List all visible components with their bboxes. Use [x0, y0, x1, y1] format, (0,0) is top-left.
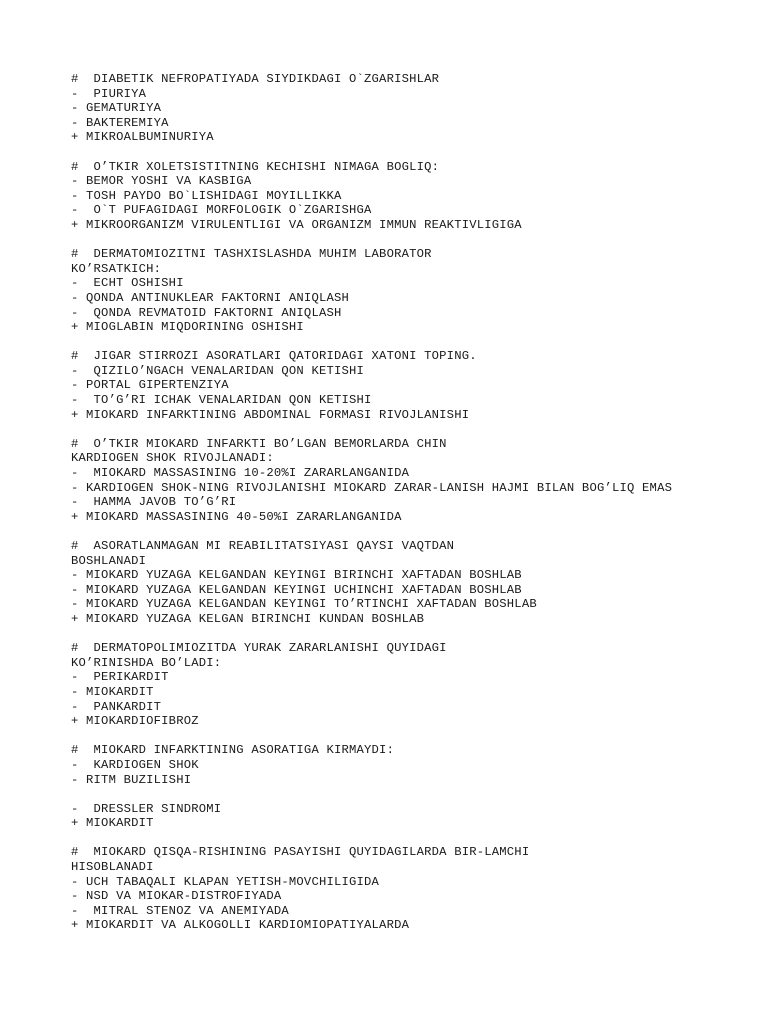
question-header: # ASORATLANMAGAN MI REABILITATSIYASI QAYSI VAQTDAN: [71, 539, 455, 553]
question-block: [71, 160, 751, 233]
question-block: [71, 743, 751, 831]
answer-option: - NSD VA MIOKAR-DISTROFIYADA: [71, 889, 282, 904]
answer-option: - MIOKARD YUZAGA KELGANDAN KEYINGI UCHINCHI XAFTADAN BOSHLAB: [71, 582, 522, 597]
question-header-continuation: KO’RSATKICH:: [71, 261, 162, 276]
answer-option: - O`T PUFAGIDAGI MORFOLOGIK O`ZGARISHGA: [71, 203, 372, 218]
answer-option: - MIOKARD YUZAGA KELGANDAN KEYINGI BIRINCHI XAFTADAN BOSHLAB: [71, 568, 522, 583]
answer-option: - BAKTEREMIYA: [71, 115, 169, 130]
question-header-continuation: BOSHLANADI: [71, 553, 147, 568]
question-header: # MIOKARD INFARKTINING ASORATIGA KIRMAYDI:: [71, 743, 395, 758]
question-block: [71, 247, 751, 335]
question-block: [71, 845, 751, 933]
correct-answer-option: + MIOKARD INFARKTINING ABDOMINAL FORMASI RIVOJLANISHI: [71, 407, 470, 422]
answer-option: - KARDIOGEN SHOK-NING RIVOJLANISHI MIOKARD ZARAR-LANISH HAJMI BILAN BOG’LIQ EMAS: [71, 480, 673, 495]
question-header: # DERMATOMIOZITNI TASHXISLASHDA MUHIM LABORATOR: [71, 247, 432, 262]
answer-option: - QIZILO’NGACH VENALARIDAN QON KETISHI: [71, 363, 365, 378]
answer-option: - RITM BUZILISHI: [71, 772, 192, 787]
answer-option: - GEMATURIYA: [71, 101, 162, 116]
answer-option: - PANKARDIT: [71, 699, 162, 714]
correct-answer-option: + MIOKARDIOFIBROZ: [71, 714, 199, 729]
answer-option: - QONDA REVMATOID FAKTORNI ANIQLASH: [71, 305, 342, 320]
answer-option: - MIOKARD MASSASINING 10-20%I ZARARLANGANIDA: [71, 466, 410, 481]
question-block: [71, 72, 751, 145]
correct-answer-option: + MIOKARD YUZAGA KELGAN BIRINCHI KUNDAN BOSHLAB: [71, 611, 425, 626]
answer-option: - UCH TABAQALI KLAPAN YETISH-MOVCHILIGIDA: [71, 874, 380, 889]
correct-answer-option: + MIOKARD MASSASINING 40-50%I ZARARLANGANIDA: [71, 509, 402, 524]
answer-option: - MIOKARDIT: [71, 684, 154, 699]
answer-option: - PIURIYA: [71, 86, 147, 101]
correct-answer-option: + MIOGLABIN MIQDORINING OSHISHI: [71, 320, 304, 335]
question-block: [71, 437, 751, 525]
answer-option: - KARDIOGEN SHOK: [71, 757, 199, 772]
question-header: # DIABETIK NEFROPATIYADA SIYDIKDAGI O`ZGARISHLAR: [71, 72, 440, 86]
blank-line: [71, 787, 751, 802]
answer-option: - DRESSLER SINDROMI: [71, 801, 222, 816]
question-header-continuation: HISOBLANADI: [71, 860, 154, 875]
correct-answer-option: + MIOKARDIT VA ALKOGOLLI KARDIOMIOPATIYALARDA: [71, 918, 410, 933]
correct-answer-option: + MIKROORGANIZM VIRULENTLIGI VA ORGANIZM IMMUN REAKTIVLIGIGA: [71, 217, 522, 232]
document-page: [71, 72, 751, 948]
answer-option: - TOSH PAYDO BO`LISHIDAGI MOYILLIKKA: [71, 188, 342, 203]
question-header: # O’TKIR XOLETSISTITNING KECHISHI NIMAGA BOGLIQ:: [71, 159, 440, 174]
answer-option: - HAMMA JAVOB TO’G’RI: [71, 495, 237, 510]
question-header-continuation: KO’RINISHDA BO’LADI:: [71, 655, 222, 670]
answer-option: - MIOKARD YUZAGA KELGANDAN KEYINGI TO’RTINCHI XAFTADAN BOSHLAB: [71, 597, 537, 612]
answer-option: - PORTAL GIPERTENZIYA: [71, 378, 229, 393]
correct-answer-option: + MIKROALBUMINURIYA: [71, 130, 214, 145]
answer-option: - TO’G’RI ICHAK VENALARIDAN QON KETISHI: [71, 393, 372, 408]
question-header: # MIOKARD QISQA-RISHINING PASAYISHI QUYIDAGILARDA BIR-LAMCHI: [71, 845, 530, 860]
question-header: # O’TKIR MIOKARD INFARKTI BO’LGAN BEMORLARDA CHIN: [71, 436, 447, 451]
question-header: # DERMATOPOLIMIOZITDA YURAK ZARARLANISHI QUYIDAGI: [71, 641, 447, 656]
answer-option: - BEMOR YOSHI VA KASBIGA: [71, 174, 252, 189]
question-header-continuation: KARDIOGEN SHOK RIVOJLANADI:: [71, 451, 274, 466]
answer-option: - PERIKARDIT: [71, 670, 169, 685]
answer-option: - ECHT OSHISHI: [71, 276, 184, 291]
answer-option: - QONDA ANTINUKLEAR FAKTORNI ANIQLASH: [71, 290, 350, 305]
answer-option: - MITRAL STENOZ VA ANEMIYADA: [71, 903, 289, 918]
correct-answer-option: + MIOKARDIT: [71, 816, 154, 831]
question-block: [71, 349, 751, 422]
question-block: [71, 641, 751, 729]
question-block: [71, 539, 751, 627]
question-header: # JIGAR STIRROZI ASORATLARI QATORIDAGI XATONI TOPING.: [71, 349, 477, 364]
